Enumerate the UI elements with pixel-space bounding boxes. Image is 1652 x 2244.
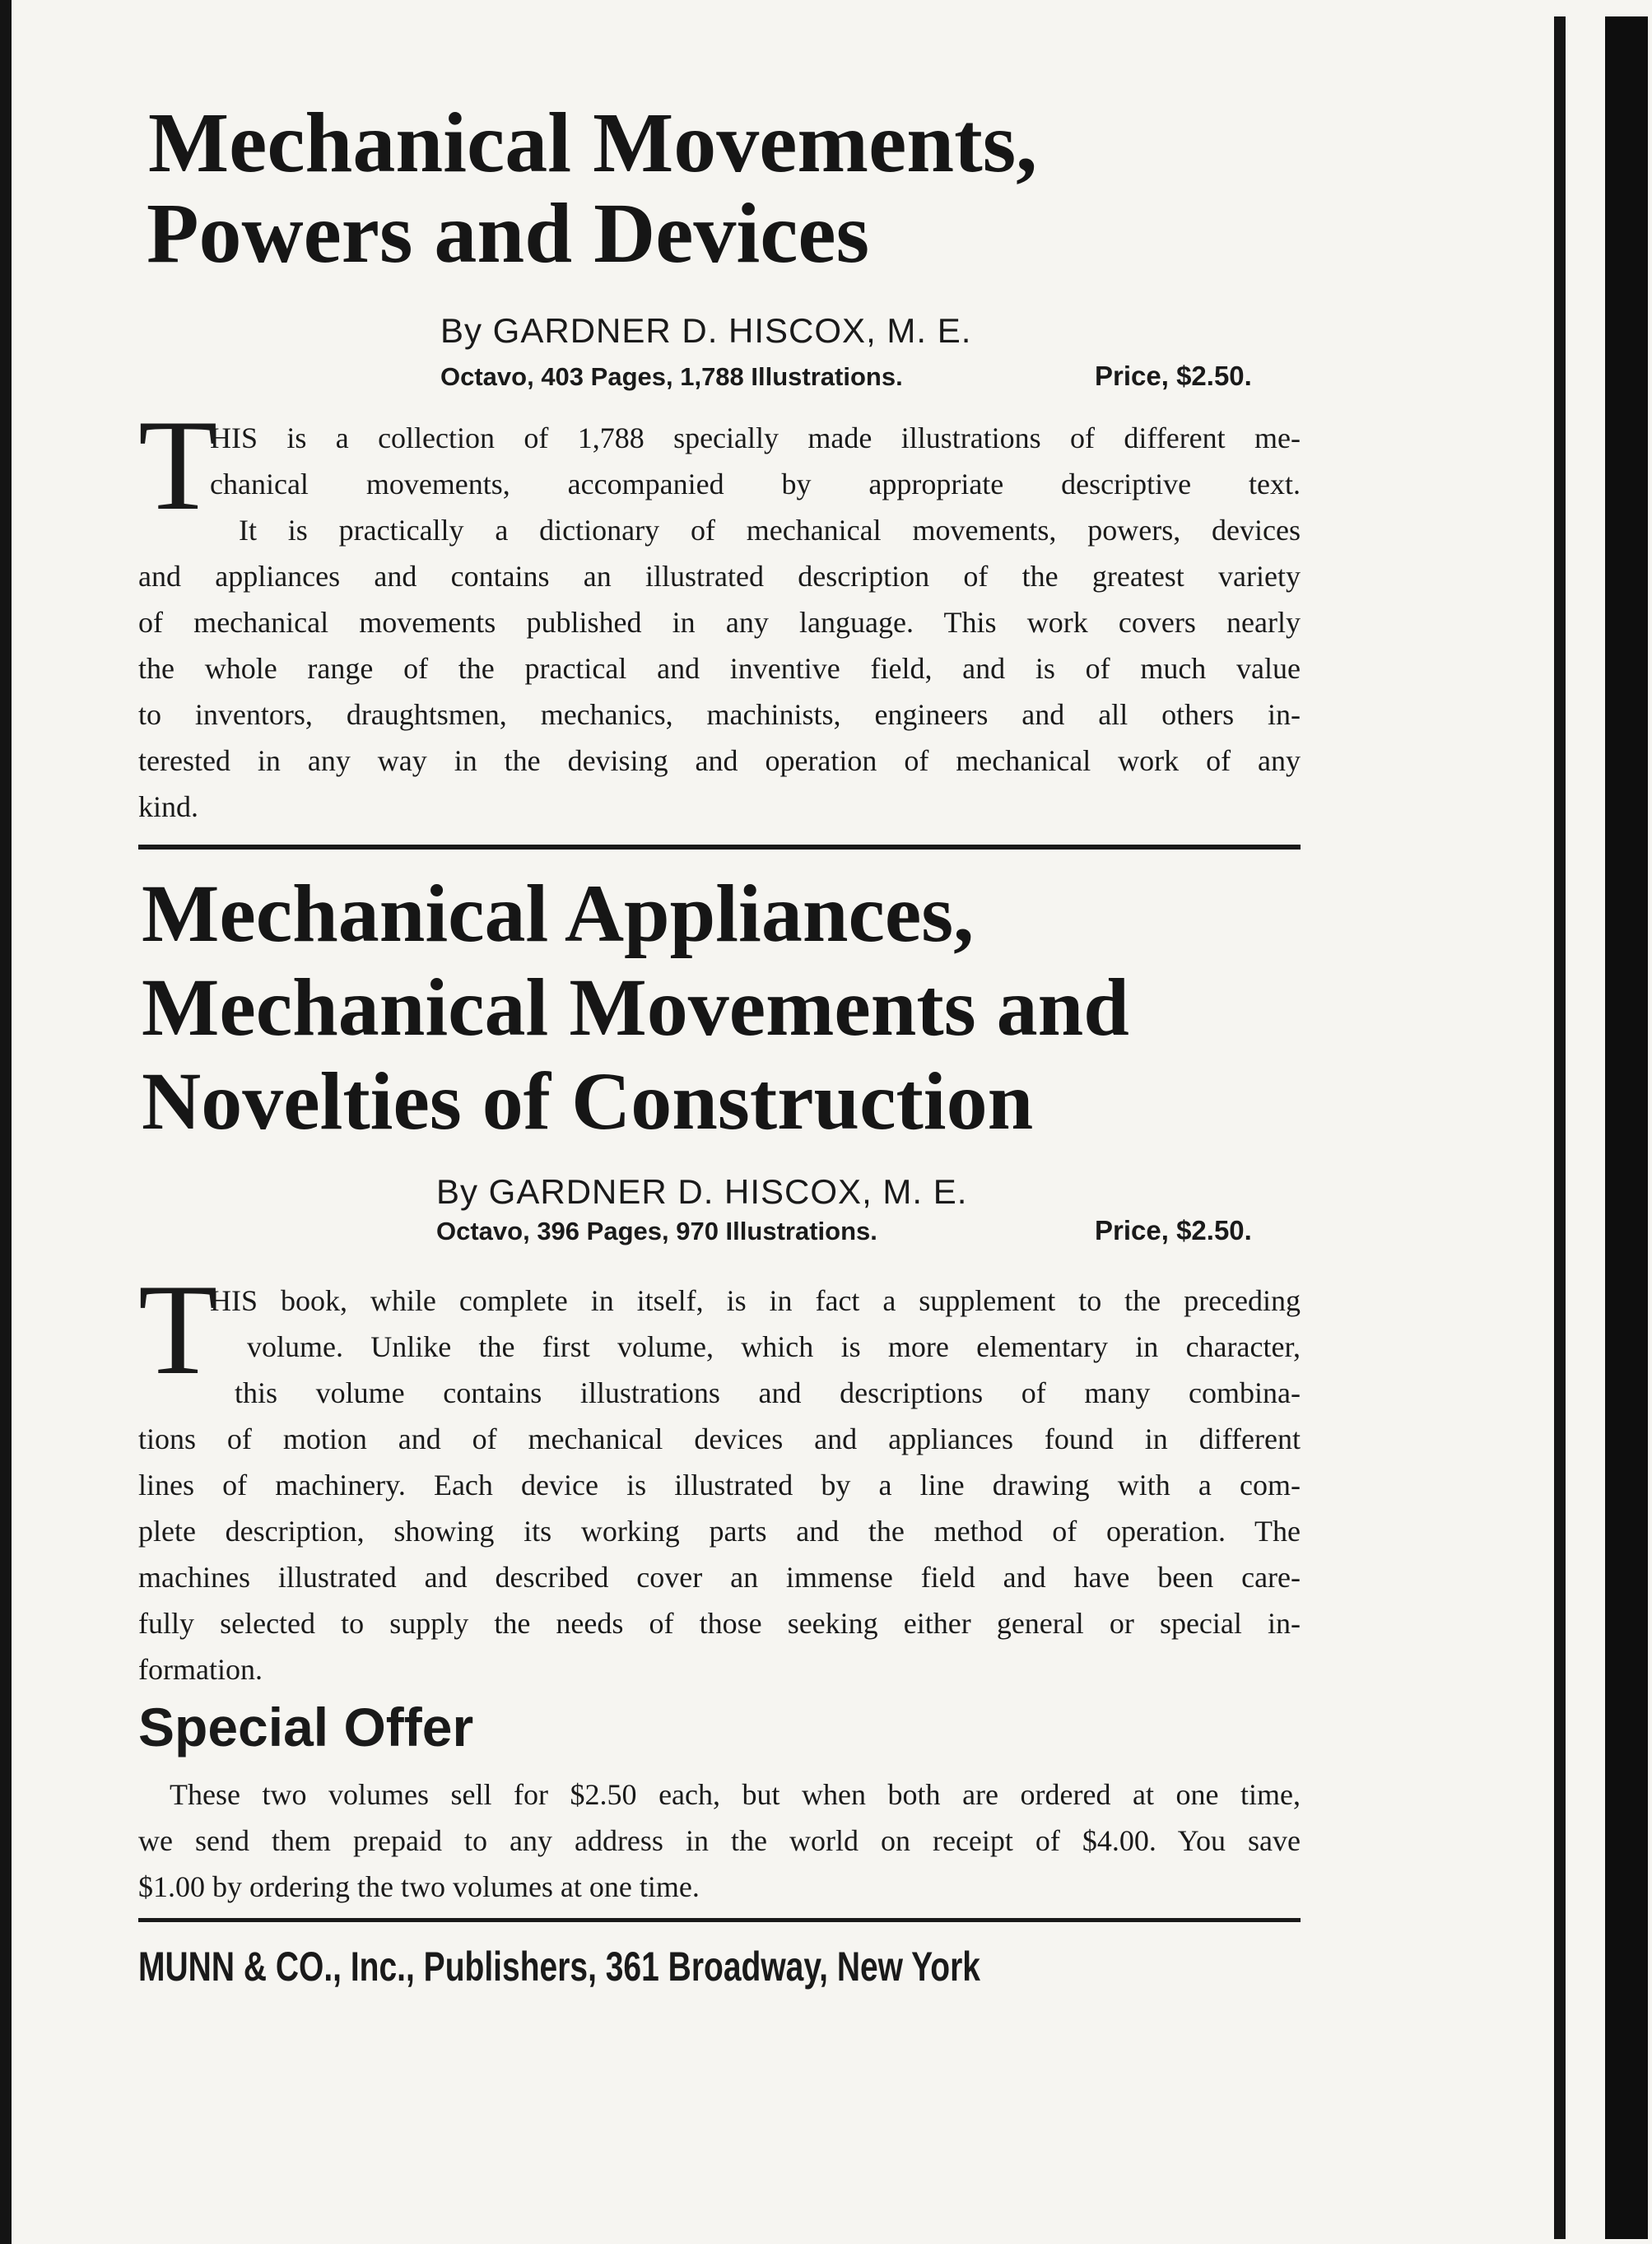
book1-body-line: chanical movements, accompanied by appropriate descriptive text. xyxy=(210,468,1301,500)
book2-title-line2: Mechanical Movements and xyxy=(142,961,1129,1053)
special-offer-line: These two volumes sell for $2.50 each, but when both are ordered at one time, xyxy=(170,1778,1301,1811)
page-edge-right-strip xyxy=(1554,16,1566,2239)
special-offer-heading: Special Offer xyxy=(138,1697,474,1757)
book2-body-line: this volume contains illustrations and descriptions of many combina- xyxy=(235,1376,1301,1409)
book2-body-line2-box xyxy=(247,1324,1301,1370)
special-offer-line: we send them prepaid to any address in the world on receipt of $4.00. You save xyxy=(138,1824,1301,1857)
book1-body-indented xyxy=(210,415,1301,507)
book1-details: Octavo, 403 Pages, 1,788 Illustrations. xyxy=(440,362,903,391)
book2-body-line: tions of motion and of mechanical devices and appliances found in different xyxy=(138,1422,1301,1455)
book1-price: Price, $2.50. xyxy=(1095,361,1252,391)
special-offer-body xyxy=(138,1818,1301,1910)
book2-body-line3-box xyxy=(235,1370,1301,1416)
section-divider xyxy=(138,845,1301,850)
book2-title-line1: Mechanical Appliances, xyxy=(142,868,975,959)
book2-dropcap: T xyxy=(138,1258,218,1402)
book1-body-line3-box xyxy=(239,507,1301,553)
book2-body-line: machines illustrated and described cover an immense field and have been care- xyxy=(138,1561,1301,1594)
book2-details: Octavo, 396 Pages, 970 Illustrations. xyxy=(436,1217,877,1245)
special-offer-body-first xyxy=(170,1771,1301,1818)
page-edge-right xyxy=(1605,16,1648,2239)
book1-body-line: terested in any way in the devising and operation of mechanical work of any xyxy=(138,744,1301,777)
book2-body-line1-box xyxy=(210,1278,1301,1324)
book2-body-line: volume. Unlike the first volume, which is more elementary in character, xyxy=(247,1330,1301,1363)
publisher-imprint: MUNN & CO., Inc., Publishers, 361 Broadway, New York xyxy=(138,1944,980,1990)
book1-body-line: to inventors, draughtsmen, mechanics, machinists, engineers and all others in- xyxy=(138,698,1301,731)
book1-body-line: and appliances and contains an illustrated description of the greatest variety xyxy=(138,560,1301,593)
book2-price: Price, $2.50. xyxy=(1095,1215,1252,1245)
book1-body-line: kind. xyxy=(138,790,199,823)
book1-body-line: of mechanical movements published in any language. This work covers nearly xyxy=(138,606,1301,639)
book1-title-line1: Mechanical Movements, xyxy=(148,95,1038,190)
book1-body-full xyxy=(138,553,1301,830)
book2-body-line: HIS book, while complete in itself, is in fact a supplement to the preceding xyxy=(210,1284,1301,1317)
book2-title-line3: Novelties of Construction xyxy=(142,1055,1034,1147)
book2-body-line: formation. xyxy=(138,1653,263,1686)
book1-author: By GARDNER D. HISCOX, M. E. xyxy=(440,311,972,350)
book2-author: By GARDNER D. HISCOX, M. E. xyxy=(436,1172,968,1211)
book1-body-line: HIS is a collection of 1,788 specially made illustrations of different me- xyxy=(210,421,1301,454)
book2-body-line: fully selected to supply the needs of those seeking either general or special in- xyxy=(138,1607,1301,1640)
book1-body-line: the whole range of the practical and inventive field, and is of much value xyxy=(138,652,1301,685)
footer-divider xyxy=(138,1918,1301,1922)
book1-body-line: It is practically a dictionary of mechanical movements, powers, devices xyxy=(239,514,1301,547)
special-offer-line: $1.00 by ordering the two volumes at one time. xyxy=(138,1870,700,1903)
book1-dropcap: T xyxy=(138,393,218,538)
book1-title-line2: Powers and Devices xyxy=(147,186,870,281)
book2-body-line: lines of machinery. Each device is illustrated by a line drawing with a com- xyxy=(138,1469,1301,1501)
page-edge-left xyxy=(0,0,12,2244)
book2-body-full xyxy=(138,1416,1301,1692)
book2-body-line: plete description, showing its working parts and the method of operation. The xyxy=(138,1515,1301,1548)
